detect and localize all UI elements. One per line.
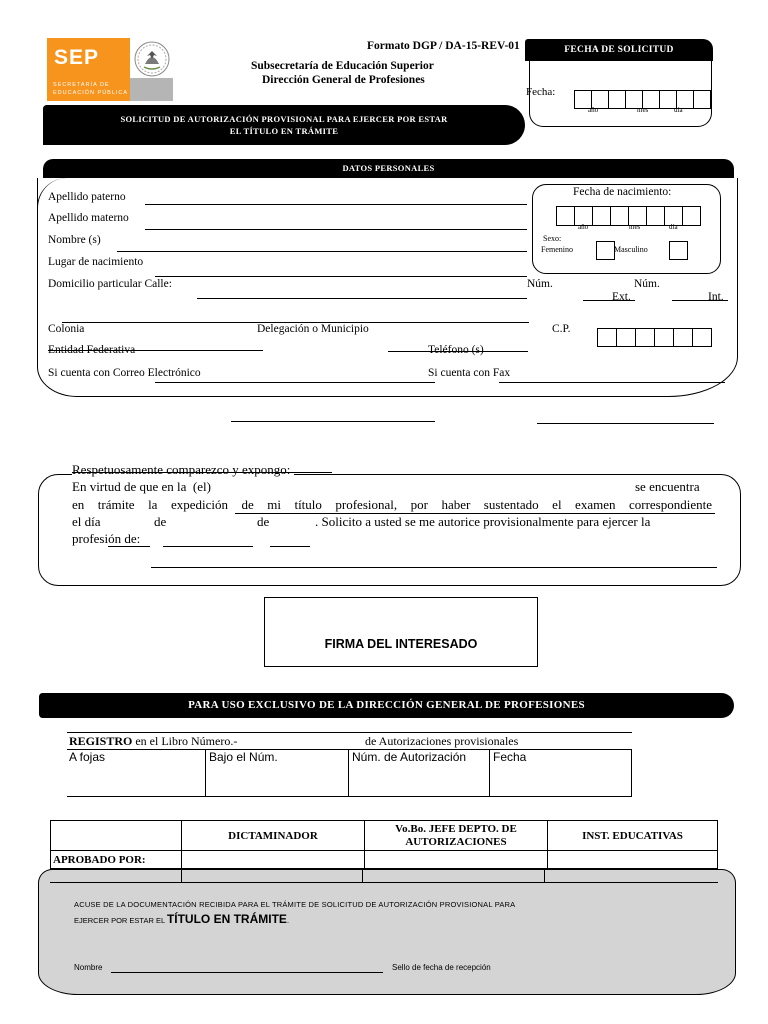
fecha-solicitud-label: Fecha: (526, 86, 556, 98)
domicilio-line[interactable] (197, 298, 527, 299)
vobo-header (365, 821, 548, 851)
declaracion-line2: en trámite la expedición de mi título profesional, por haber sustentado el examen correspondiente (72, 497, 712, 512)
acuse-line2b: TÍTULO EN TRÁMITE (166, 912, 287, 926)
int-label: Int. (708, 291, 724, 303)
num-autorizacion-cell[interactable] (349, 750, 490, 797)
entidad-line[interactable] (48, 350, 263, 351)
correo-line[interactable] (155, 382, 435, 383)
datos-personales-header: DATOS PERSONALES (43, 159, 734, 178)
fax-line[interactable] (499, 382, 725, 383)
declaracion-line3d: . Solicito a usted se me autorice provisionalmente para ejercer la (315, 514, 651, 529)
fax-label: Si cuenta con Fax (428, 367, 511, 379)
declaracion-line4: profesión de: (72, 531, 141, 546)
acuse-top-edge2 (362, 869, 363, 883)
subsecretaria: Subsecretaría de Educación Superior (251, 60, 434, 72)
sep-logo-text: SEP (54, 46, 100, 69)
sep-logo-orange-block (47, 38, 130, 101)
telefono-label: Teléfono (s) (428, 344, 484, 356)
coat-of-arms-icon (133, 40, 171, 78)
registro-right: de Autorizaciones provisionales (365, 733, 519, 748)
apellido-materno-label: Apellido materno (48, 212, 129, 224)
declaracion-line3c: de (257, 514, 270, 529)
vobo-header-line2: AUTORIZACIONES (405, 835, 507, 848)
sep-logo (47, 38, 173, 101)
firma-box[interactable] (264, 597, 538, 667)
fecha-nacimiento-label: Fecha de nacimiento: (573, 186, 672, 198)
declaracion-line4-underline (108, 546, 150, 547)
lugar-nacimiento-line[interactable] (155, 276, 527, 277)
uso-exclusivo-header: PARA USO EXCLUSIVO DE LA DIRECCIÓN GENERAL DE PROFESIONES (39, 693, 734, 718)
a-fojas-label: A fojas (69, 750, 106, 764)
acuse-line2 (74, 912, 289, 926)
fecha-nacimiento-anio: año (578, 223, 589, 231)
sexo-label: Sexo: (543, 234, 562, 243)
nombre-line[interactable] (117, 251, 527, 252)
inst-educativas-cell[interactable] (548, 851, 718, 869)
apellido-paterno-line[interactable] (145, 204, 527, 205)
declaracion-line1a: En virtud de que en la (el) (72, 479, 211, 494)
fecha-solicitud-dia: día (674, 106, 683, 114)
acuse-line1: ACUSE DE LA DOCUMENTACIÓN RECIBIDA PARA EL TRÁMITE DE SOLICITUD DE AUTORIZACIÓN PROVISIONAL PARA (74, 900, 516, 909)
profesion-blank-3[interactable] (151, 567, 717, 568)
form-title-line2: EL TÍTULO EN TRÁMITE (229, 126, 339, 136)
profesion-blank-1[interactable] (163, 546, 253, 547)
num2-label: Núm. (634, 278, 660, 290)
colonia-label: Colonia (48, 323, 85, 335)
format-code: Formato DGP / DA-15-REV-01 (367, 40, 520, 52)
acuse-box (38, 869, 736, 995)
vobo-cell[interactable] (365, 851, 548, 869)
a-fojas-cell[interactable] (67, 750, 206, 797)
lugar-nacimiento-label: Lugar de nacimiento (48, 256, 144, 268)
acuse-top-edge3 (544, 869, 545, 883)
femenino-checkbox[interactable] (596, 241, 615, 260)
declaracion-line1b: se encuentra (635, 479, 700, 494)
bajo-num-label: Bajo el Núm. (209, 750, 278, 764)
bajo-num-cell[interactable] (206, 750, 349, 797)
acuse-nombre-line[interactable] (111, 972, 383, 973)
extra-line-right[interactable] (537, 423, 714, 424)
delegacion-label: Delegación o Municipio (257, 323, 369, 335)
vobo-header-line1: Vo.Bo. JEFE DEPTO. DE (395, 822, 517, 835)
apellido-paterno-label: Apellido paterno (48, 191, 126, 203)
registro-bold: REGISTRO (69, 733, 133, 748)
profesion-blank-2[interactable] (270, 546, 310, 547)
cp-label: C.P. (552, 323, 571, 335)
aprobado-por-label: APROBADO POR: (51, 851, 182, 869)
domicilio-label: Domicilio particular Calle: (48, 278, 172, 290)
form-title-line1: SOLICITUD DE AUTORIZACIÓN PROVISIONAL PARA EJERCER POR ESTAR (120, 114, 448, 124)
logo-bottom-gray (130, 78, 173, 101)
fecha-cell[interactable] (490, 750, 632, 797)
apellido-materno-line[interactable] (145, 229, 527, 230)
correo-label: Si cuenta con Correo Electrónico (48, 367, 201, 379)
declaracion-line3a: el día (72, 514, 101, 529)
acuse-top-rule (50, 882, 718, 883)
masculino-label: Masculino (614, 245, 648, 254)
cp-boxes[interactable] (598, 328, 712, 347)
acuse-top-edge (181, 869, 182, 883)
dictaminador-cell[interactable] (182, 851, 365, 869)
firma-label: FIRMA DEL INTERESADO (324, 637, 478, 651)
acuse-nombre-label: Nombre (74, 963, 103, 972)
dictaminador-header: DICTAMINADOR (182, 821, 365, 851)
sep-logo-sub2: EDUCACIÓN PÚBLICA (53, 90, 129, 96)
registro-rest: en el Libro Número.- (132, 733, 238, 748)
form-title-bar (43, 105, 525, 145)
fecha-label: Fecha (493, 750, 527, 764)
inst-educativas-header: INST. EDUCATIVAS (548, 821, 718, 851)
extra-line-left[interactable] (231, 421, 435, 422)
sep-logo-sub1: SECRETARÍA DE (53, 82, 110, 88)
direccion: Dirección General de Profesiones (262, 74, 425, 86)
telefono-line[interactable] (388, 351, 528, 352)
fecha-solicitud-header: FECHA DE SOLICITUD (525, 39, 713, 61)
fecha-nacimiento-dia: día (669, 223, 678, 231)
nombre-label: Nombre (s) (48, 234, 101, 246)
fecha-solicitud-anio: año (588, 106, 599, 114)
femenino-label: Femenino (541, 245, 573, 254)
declaracion-line3b: de (154, 514, 167, 529)
ext-label: Ext. (612, 291, 631, 303)
declaracion-intro: Respetuosamente comparezco y expongo: (72, 462, 294, 478)
acuse-line2a: EJERCER POR ESTAR EL (74, 916, 167, 925)
fecha-solicitud-mes: mes (637, 106, 649, 114)
acuse-sello-label: Sello de fecha de recepción (392, 963, 491, 972)
num-label: Núm. (527, 278, 553, 290)
masculino-checkbox[interactable] (669, 241, 688, 260)
num-autorizacion-label: Núm. de Autorización (352, 750, 467, 764)
acuse-line2c: . (286, 916, 290, 925)
declaracion-intro-line (72, 472, 332, 473)
registro-table (67, 732, 632, 797)
entidad-label: Entidad Federativa (48, 344, 136, 356)
fecha-nacimiento-mes: mes (629, 223, 641, 231)
